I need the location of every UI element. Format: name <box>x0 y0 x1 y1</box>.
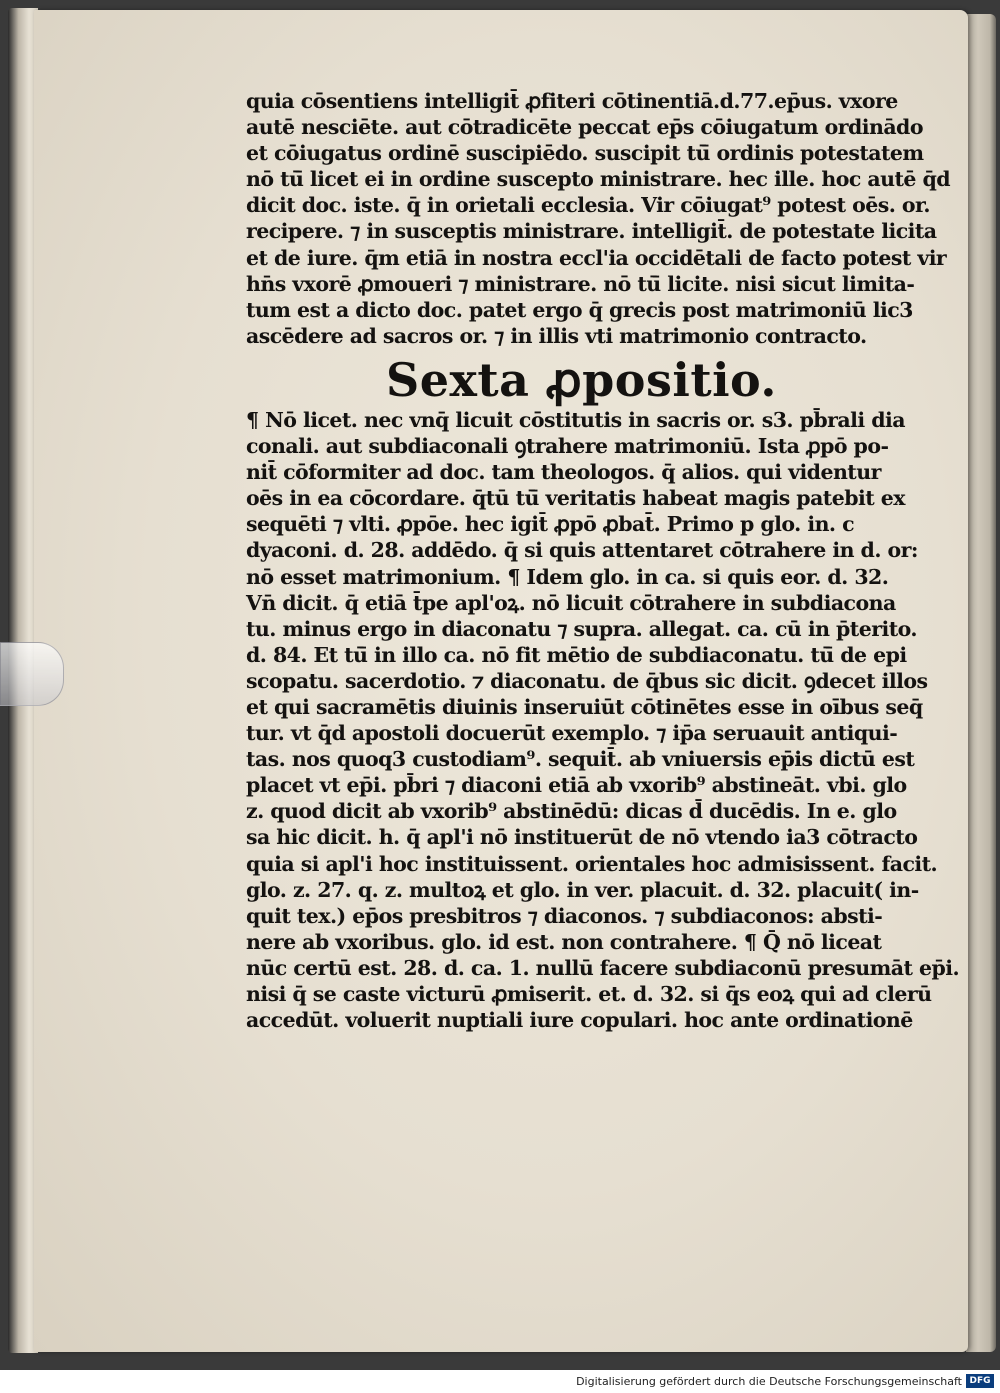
text-line: dicit doc. iste. q̄ in orietali ecclesia. Vir cōiugat⁹ potest oēs. or. <box>246 193 930 218</box>
text-line: conali. aut subdiaconali ꝯtrahere matrimoniū. Ista ꝓpō po- <box>246 434 889 459</box>
text-paragraph-bottom <box>246 407 960 1033</box>
text-line: accedūt. voluerit nuptiali iure copulari. hoc ante ordinationē <box>246 1008 913 1033</box>
page-text <box>246 88 960 1033</box>
footer-credit: Digitalisierung gefördert durch die Deutsche Forschungsgemeinschaft <box>576 1375 962 1388</box>
text-line: placet vt ep̄i. pb̄ri ⁊ diaconi etiā ab vxorib⁹ abstineāt. vbi. glo <box>246 773 907 798</box>
text-line: dyaconi. d. 28. addēdo. q̄ si quis attentaret cōtrahere in d. or: <box>246 538 918 563</box>
text-line: tur. vt q̄d apostoli docuerūt exemplo. ⁊ ip̄a seruauit antiqui- <box>246 721 898 746</box>
text-line: ascēdere ad sacros or. ⁊ in illis vti matrimonio contracto. <box>246 323 867 348</box>
text-line: sequēti ⁊ vlti. ꝓpōe. hec igit̄ ꝓpō ꝓbat̄. Primo p glo. in. c <box>246 512 855 537</box>
text-line: sa hic dicit. h. q̄ apl'i nō instituerūt de nō vtendo ia3 cōtracto <box>246 825 918 850</box>
text-line: quia cōsentiens intelligit̄ ꝓfiteri cōtinentiā.d.77.ep̄us. vxore <box>246 89 898 113</box>
text-line: scopatu. sacerdotio. ⁊ diaconatu. de q̄bus sic dicit. ꝯdecet illos <box>246 668 928 693</box>
text-line: hn̄s vxorē ꝓmoueri ⁊ ministrare. nō tū̄ licite. nisi sicut limita- <box>246 271 915 296</box>
section-heading: Sexta ꝓpositio. <box>386 352 777 407</box>
text-line: nisi q̄ se caste victurū ꝓmiserit. et. d. 32. si q̄s eoꝝ qui ad clerū <box>246 982 932 1006</box>
text-line: quia si apl'i hoc instituissent. orientales hoc admisissent. facit. <box>246 851 938 876</box>
text-line: et qui sacramētis diuinis inseruiūt cōtinētes esse in oībus seq̄ <box>246 694 923 719</box>
text-line: z. quod dicit ab vxorib⁹ abstinēdū: dicas d̄ ducēdis. In e. glo <box>246 799 897 824</box>
text-line: nūc certū est. 28. d. ca. 1. nullū facere subdiaconū presumāt ep̄i. <box>246 955 960 980</box>
text-line: nere ab vxoribus. glo. id est. non contrahere. ¶ Q̄ nō liceat <box>246 929 882 954</box>
text-line: tu. minus ergo in diaconatu ⁊ supra. allegat. ca. cū in p̄terito. <box>246 616 917 641</box>
text-line: quit tex.) ep̄os presbitros ⁊ diaconos. ⁊ subdiaconos: absti- <box>246 903 883 928</box>
text-line: nō esset matrimonium. ¶ Idem glo. in ca. si quis eor. d. 32. <box>246 564 889 589</box>
text-line: d. 84. Et tū̄ in illo ca. nō fit mētio de subdiaconatu. tū̄ de epi <box>246 642 907 667</box>
text-paragraph-top <box>246 88 951 349</box>
dfg-logo: DFG <box>966 1374 994 1388</box>
text-line: Vn̄ dicit. q̄ etiā t̄pe apl'oꝝ. nō licuit cōtrahere in subdiacona <box>246 590 896 615</box>
text-line: et de iure. q̄m etiā in nostra eccl'ia occidētali de facto potest vir <box>246 245 947 270</box>
text-line: recipere. ⁊ in susceptis ministrare. intelligit̄. de potestate licita <box>246 219 937 244</box>
text-line: tas. nos quoq3 custodiam⁹. sequit̄. ab vniuersis ep̄is dictū est <box>246 747 915 772</box>
text-line: nit̄ cōformiter ad doc. tam theologos. q̄ alios. qui videntur <box>246 460 881 485</box>
right-page-edges <box>966 14 996 1352</box>
text-line: et cōiugatus ordinē suscipiēdo. suscipit tū̄ ordinis potestatem <box>246 141 924 166</box>
text-line: oēs in ea cōcordare. q̄tū tū̄ veritatis habeat magis patebit ex <box>246 486 905 511</box>
text-line: autē nesciēte. aut cōtradicēte peccat ep̄s cōiugatum ordinādo <box>246 115 923 140</box>
clip-holder <box>0 642 64 706</box>
text-line: ¶ Nō licet. nec vnq̄ licuit cōstitutis in sacris or. s3. pb̄rali dia <box>246 407 905 432</box>
footer-bar <box>0 1370 1000 1393</box>
text-line: nō tū̄ licet ei in ordine suscepto ministrare. hec ille. hoc autē q̄d <box>246 167 951 192</box>
text-line: glo. z. 27. q. z. multoꝝ et glo. in ver. placuit. d. 32. placuit( in- <box>246 877 919 902</box>
text-line: tum est a dicto doc. patet ergo q̄ grecis post matrimoniū lic3 <box>246 297 913 322</box>
